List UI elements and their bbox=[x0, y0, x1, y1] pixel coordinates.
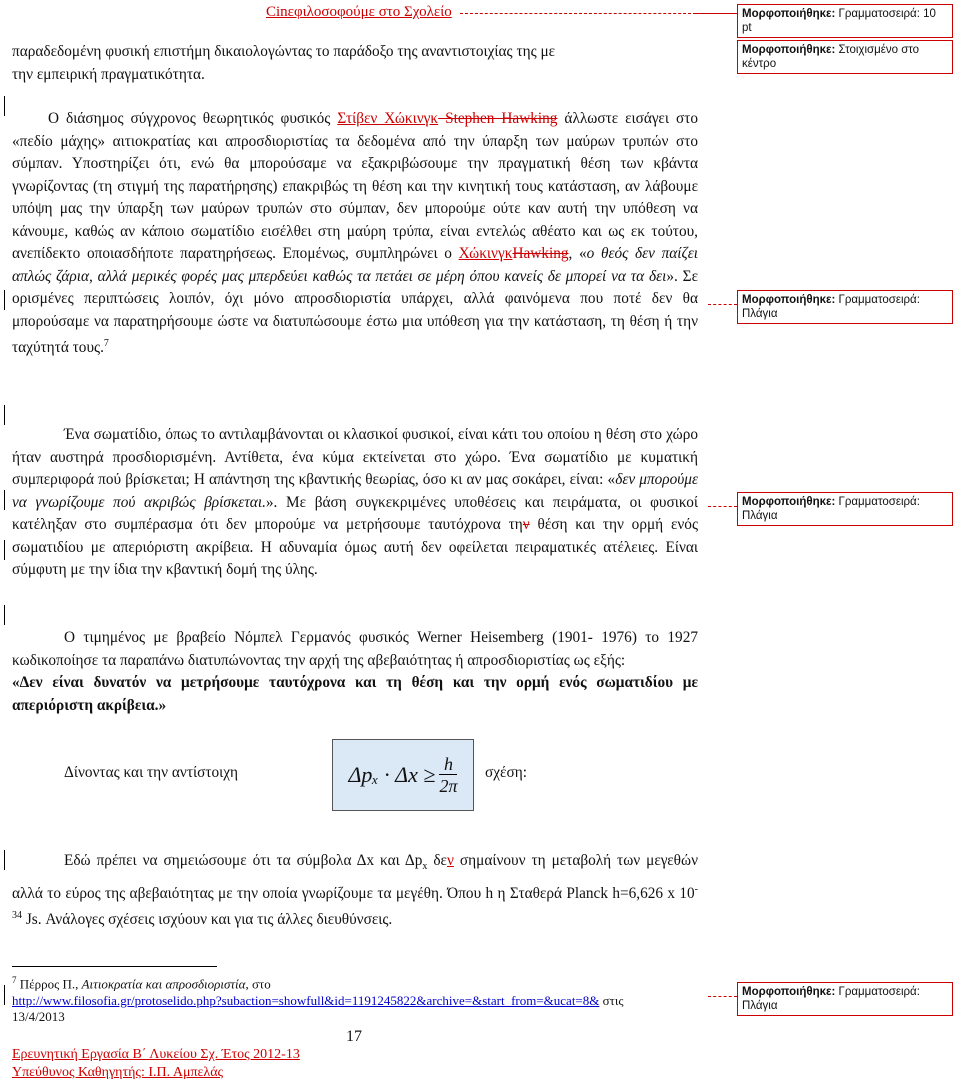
footnote-link[interactable]: http://www.filosofia.gr/protoselido.php?subaction=showfull&id=1191245822&archive=&start_from=&ucat=8& bbox=[12, 992, 600, 1008]
format-balloon[interactable]: Μορφοποιήθηκε: Γραμματοσειρά: Πλάγια bbox=[737, 492, 953, 526]
formula-intro: Δίνοντας και την αντίστοιχη bbox=[64, 764, 239, 781]
change-bar bbox=[4, 490, 5, 510]
page-header-title: Cinεφιλοσοφούμε στο Σχολείο bbox=[266, 4, 452, 20]
change-bar bbox=[4, 985, 5, 1005]
comment-connector bbox=[696, 13, 737, 14]
format-balloon[interactable]: Μορφοποιήθηκε: Γραμματοσειρά: 10 pt bbox=[737, 4, 953, 38]
page-footer: Ερευνητική Εργασία Β΄ Λυκείου Σχ. Έτος 2012-13 Υπεύθυνος Καθηγητής: Ι.Π. Αμπελάς bbox=[12, 1047, 300, 1080]
change-bar bbox=[4, 290, 5, 310]
change-bar bbox=[4, 540, 5, 560]
comment-connector bbox=[708, 304, 737, 305]
change-bar bbox=[4, 850, 5, 870]
formula-image: Δpₓ · Δx ≥ $\frac{h}{2\pi}$ bbox=[332, 739, 474, 811]
footnote-ref: 7 bbox=[103, 338, 109, 349]
change-bar bbox=[4, 96, 5, 116]
paragraph-4: Εδώ πρέπει να σημειώσουμε ότι τα σύμβολα Δx και $\Delta p_x$ δεν σημαίνουν τη μεταβολή των μεγεθών αλλά το εύρος της αβεβαιότητας με την οποία γνωρίζουμε τα μεγέθη. Όπου h η Σταθερά Planck h=6,626 x $10^{-34}$ Js. Ανάλογες σχέσεις ισχύουν και για τις άλλες διευθύνσεις. bbox=[12, 852, 698, 929]
format-balloon[interactable]: Μορφοποιήθηκε: Γραμματοσειρά: Πλάγια bbox=[737, 982, 953, 1016]
formula-outro: σχέση: bbox=[485, 764, 527, 781]
footnote-separator bbox=[12, 966, 217, 967]
comment-connector bbox=[460, 13, 696, 14]
page-number: 17 bbox=[346, 1028, 362, 1045]
format-balloon[interactable]: Μορφοποιήθηκε: Στοιχισμένο στο κέντρο bbox=[737, 40, 953, 74]
footnote: $^7$ Πέρρος Π., Αιτιοκρατία και απροσδιοριστία, στο http://www.filosofia.gr/protoselido.php?subaction=showfull&id=1191245822&archive=&start_from=&ucat=8& στις 13/4/2013 bbox=[12, 975, 624, 1025]
change-bar bbox=[4, 605, 5, 625]
paragraph-0: παραδεδομένη φυσική επιστήμη δικαιολογώντας το παράδοξο της αναντιστοιχίας της με την εμπειρική πραγματικότητα. bbox=[12, 43, 556, 83]
change-bar bbox=[4, 405, 5, 425]
paragraph-1: Ο διάσημος σύγχρονος θεωρητικός φυσικός Στίβεν Χώκινγκ Stephen Hawking άλλωστε εισάγει στο «πεδίο μάχης» αιτιοκρατίας και απροσδιοριστίας τα δεδομένα από την ύπαρξη των μαύρων τρυπών στο σύμπαν. Υποστηρίζει ότι, ενώ θα μπορούσαμε να εξακριβώσουμε την πραγματική θέση των κβάντα γνωρίζοντας (τη στιγμή της παρατήρησης) επακριβώς τη θέση και την κινητική τους κατάσταση, αν λάβουμε υπόψη μας την ύπαρξη των μαύρων τρυπών στο σύμπαν, δεν μπορούμε ούτε καν αυτή την υπόθεση να κάνουμε, καθώς αν κάποιο σωματίδιο εισέλθει στη μαύρη τρύπα, είναι εντελώς αθέατο και ως εκ τούτου, ανεπίδεκτο οποιασδήποτε παρατηρήσεως. Επομένως, συμπληρώνει ο ΧώκινγκHawking, «ο θεός δεν παίζει απλώς ζάρια, αλλά μερικές φορές μας μπερδεύει καθώς τα πετάει σε μέρη όπου κανείς δε μπορεί να τα δει». Σε ορισμένες περιπτώσεις λοιπόν, όχι μόνο απροσδιοριστία υπάρχει, αλλά φαινόμενα που ποτέ δεν θα μπορούσαμε να παρατηρήσουμε ώστε να διατυπώσουμε έστω μια υπόθεση για την κατάσταση, τη θέση ή την ταχύτητά τους.$^7$ bbox=[12, 110, 698, 357]
comment-connector bbox=[708, 996, 737, 997]
paragraph-2: Ένα σωματίδιο, όπως το αντιλαμβάνονται οι κλασικοί φυσικοί, είναι κάτι του οποίου η θέση στο χώρο ήταν αυστηρά προσδιορισμένη. Αντίθετα, ένα κύμα εκτείνεται στο χώρο. Ένα σωματίδιο με κυματική συμπεριφορά πού βρίσκεται; Η απάντηση της κβαντικής θεωρίας, όσο κι αν μας σοκάρει, είναι: «δεν μπορούμε να γνωρίζουμε πού ακριβώς βρίσκεται.». Με βάση συγκεκριμένες υποθέσεις και πειράματα, οι φυσικοί κατέληξαν στο συμπέρασμα ότι δεν μπορούμε να μετρήσουμε ταυτόχρονα την θέση και την ορμή ενός σωματιδίου με απεριόριστη ακρίβεια. Η αδυναμία όμως αυτή δεν οφείλεται πειραματικές ατέλειες. Είναι σύμφυτη με την ίδια την κβαντική δομή της ύλης. bbox=[12, 426, 698, 578]
comment-connector bbox=[708, 506, 737, 507]
paragraph-3: Ο τιμημένος με βραβείο Νόμπελ Γερμανός φυσικός Werner Heisemberg (1901- 1976) το 1927 κωδικοποίησε τα παραπάνω διατυπώνοντας την αρχή της αβεβαιότητας ή απροσδιοριστίας ως εξής: «Δεν είναι δυνατόν να μετρήσουμε ταυτόχρονα και τη θέση και την ορμή ενός σωματιδίου με απεριόριστη ακρίβεια.» bbox=[12, 629, 698, 714]
format-balloon[interactable]: Μορφοποιήθηκε: Γραμματοσειρά: Πλάγια bbox=[737, 290, 953, 324]
